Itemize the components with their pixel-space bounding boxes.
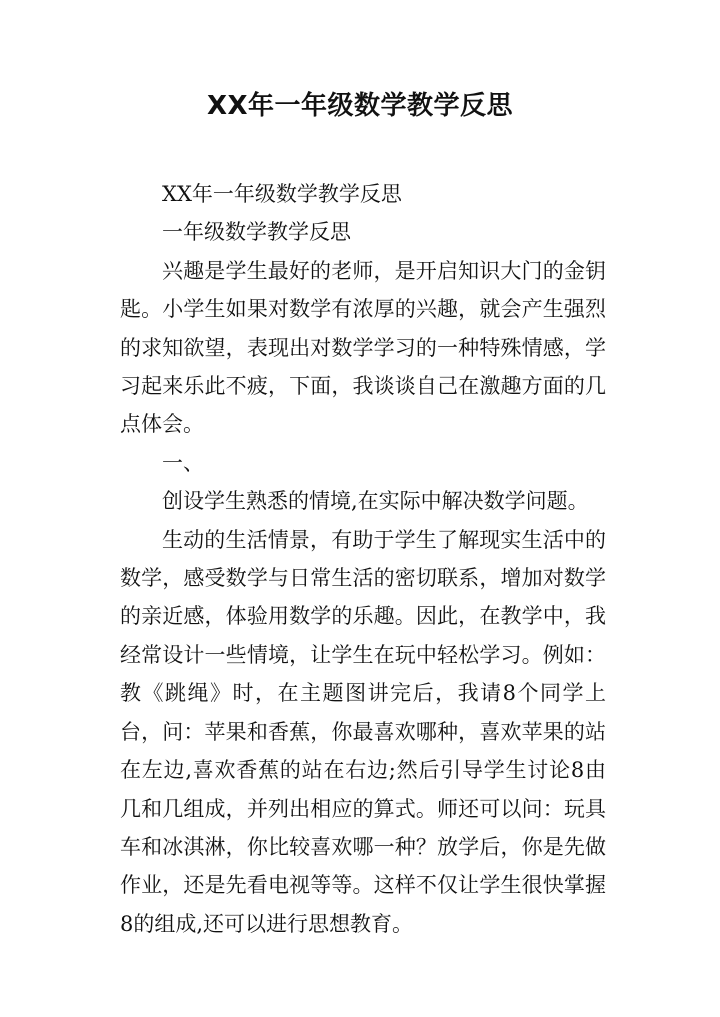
document-title: XX年一年级数学教学反思 — [206, 91, 514, 121]
section-heading: 创设学生熟悉的情境,在实际中解决数学问题。 — [162, 489, 589, 514]
section-number: 一、 — [162, 450, 204, 475]
paragraph-subtitle: XX年一年级数学教学反思 — [162, 182, 402, 206]
paragraph-intro: 兴趣是学生最好的老师，是开启知识大门的金钥匙。小学生如果对数学有浓厚的兴趣，就会产生强烈的求知欲望，表现出对数学学习的一种特殊情感，学习起来乐此不疲，下面，我谈谈自己在激趣方面的几点体会。 — [120, 258, 606, 437]
paragraph-heading: 一年级数学教学反思 — [162, 220, 351, 245]
document-body — [120, 175, 606, 943]
paragraph-example: 生动的生活情景，有助于学生了解现实生活中的数学，感受数学与日常生活的密切联系，增加对数学的亲近感，体验用数学的乐趣。因此，在教学中，我经常设计一些情境，让学生在玩中轻松学习。例如：教《跳绳》时，在主题图讲完后，我请8个同学上台，问：苹果和香蕉，你最喜欢哪种，喜欢苹果的站在左边,喜欢香蕉的站在右边;然后引导学生讨论8由几和几组成，并列出相应的算式。师还可以问：玩具车和冰淇淋，你比较喜欢哪一种？放学后，你是先做作业，还是先看电视等等。这样不仅让学生很快掌握8的组成,还可以进行思想教育。 — [120, 527, 606, 936]
